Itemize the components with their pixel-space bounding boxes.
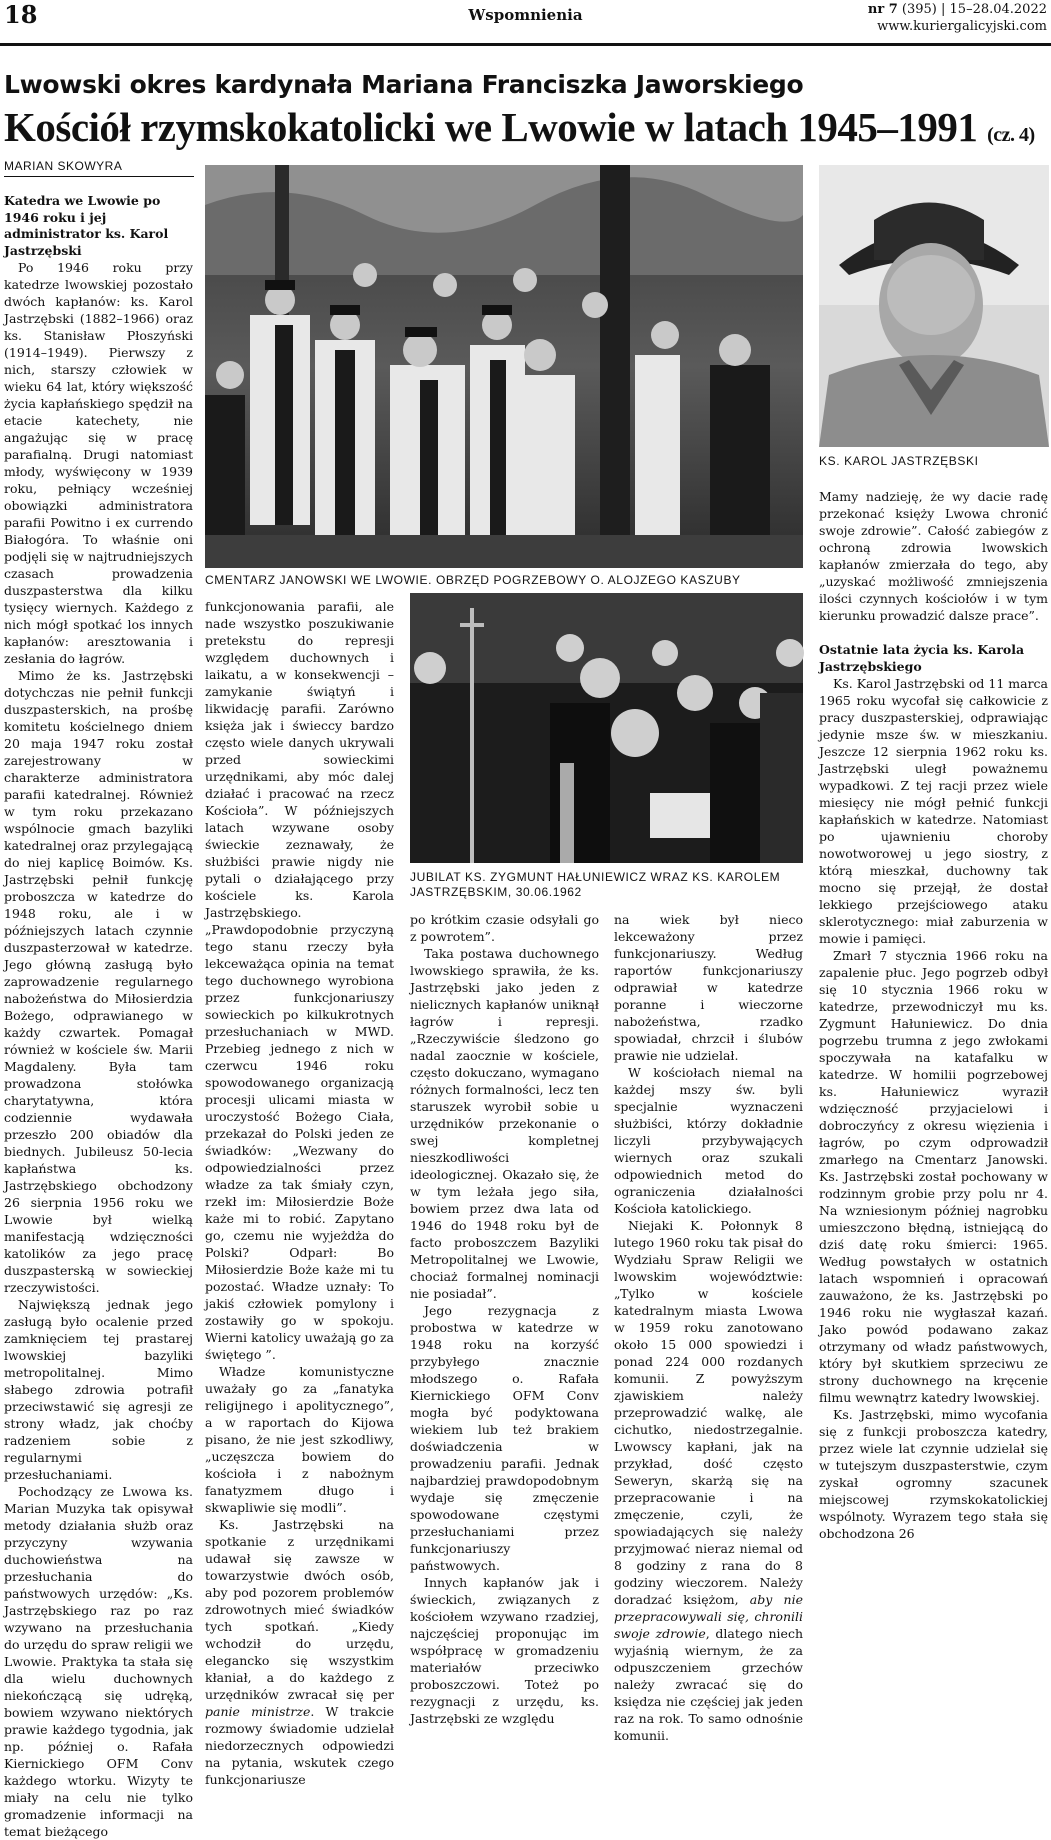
paragraph: Największą jednak jego zasługą było ocalenie przed zamknięciem tej prastarej lwowskiej bazyliki metropolitalnej. Mimo słabego zdrowia potrafił przeciwstawić się agresji ze strony władz, jak choćby radzeniem sobie z regularnymi przesłuchaniami. <box>4 1297 193 1482</box>
paragraph: Jego rezygnacja z probostwa w katedrze w 1948 roku na korzyść przybyłego znacznie młodszego o. Rafała Kiernickiego OFM Conv mogła być podyktowana wiekiem lub też brakiem doświadczenia w prowadzeniu parafii. Jednak najbardziej prawdopodobnym wydaje się zmęczenie spowodowane częstymi przesłuchaniami przez funkcjonariuszy państwowych. <box>410 1303 599 1573</box>
paragraph: W kościołach niemal na każdej mszy św. byli specjalnie wyznaczeni służbiści, którzy dokładnie liczyli przybywających wiernych oraz szukali odpowiednich metod do ograniczenia działalności Kościoła katolickiego. <box>614 1065 803 1216</box>
text-column-4 <box>614 911 803 1743</box>
website-link[interactable]: www.kuriergalicyjski.com <box>877 19 1047 34</box>
author-rule <box>4 176 194 177</box>
paragraph: Mamy nadzieję, że wy dacie radę przekonać księży Lwowa chronić swoje zdrowie”. Całość zabiegów z ochroną zdrowia lwowskich kapłanów zmierzała do tego, aby „uzyskać możliwość zmniejszenia ilości czynnych kościołów i w tym kierunku prowadzić dalsze prace”. <box>819 489 1048 623</box>
text-column-3 <box>410 911 599 1726</box>
portrait-photo <box>819 165 1049 447</box>
paragraph: Ks. Jastrzębski, mimo wycofania się z funkcji proboszcza katedry, przez wiele lat czynnie udzielał się w tutejszym duszpasterstwie, czym zyskał ogromny szacunek miejscowej rzymskokatolickiej wspólnoty. Wyrazem tego stała się obchodzona 26 <box>819 1407 1048 1541</box>
paragraph: Pochodzący ze Lwowa ks. Marian Muzyka tak opisywał metody działania służb oraz przyczyny wzywania duchowieństwa na przesłuchania do państwowych urzędów: „Ks. Jastrzębskiego raz po raz wzywano na przesłuchania do urzędu do spraw religii we Lwowie. Praktyka ta stała się dla wielu duchownych niekończącą się udręką, bowiem wzywano niektórych prawie każdego tygodnia, jak np. później o. Rafała Kiernickiego OFM Conv każdego wtorku. Wizyty te miały na celu nie tylko gromadzenie informacji na temat bieżącego <box>4 1484 193 1839</box>
issue-info <box>868 1 1047 35</box>
article-part: (cz. 4) <box>987 124 1035 146</box>
paragraph: Taka postawa duchownego lwowskiego sprawiła, że ks. Jastrzębski jako jeden z nielicznych kapłanów uniknął łagrów i represji. „Rzeczywiście śledzono go nadal zaocznie w kościele, często dokuczano, wymagano różnych formalności, lecz ten staruszek wyrobił sobie u urzędników przekonanie o swej kompletnej nieszkodliwości ideologicznej. Okazało się, że w tym leżała jego siła, bowiem przez dwa lata od 1946 do 1948 roku był de facto proboszczem Bazyliki Metropolitalnej we Lwowie, chociaż formalnej nominacji nie posiadał”. <box>410 946 599 1301</box>
header-rule <box>0 43 1051 46</box>
jubilee-photo-caption: JUBILAT KS. ZYGMUNT HAŁUNIEWICZ WRAZ KS. KAROLEM JASTRZĘBSKIM, 30.06.1962 <box>410 870 781 899</box>
jubilee-photo <box>410 593 803 863</box>
issue-number: nr 7 <box>867 2 898 17</box>
cemetery-photo <box>205 165 803 568</box>
section-heading-cathedral: Katedra we Lwowie po 1946 roku i jej administrator ks. Karol Jastrzębski <box>4 193 169 258</box>
paragraph: na wiek był nieco lekceważony przez funkcjonariuszy. Według raportów funkcjonariuszy odprawiał w katedrze poranne i wieczorne nabożeństwa, rzadko spowiadał, chrzcił i ślubów prawie nie udzielał. <box>614 912 803 1063</box>
paragraph: Ks. Karol Jastrzębski od 11 marca 1965 roku wycofał się całkowicie z pracy duszpasterskiej, odprawiając jedynie msze św. w mieszkaniu. Jeszcze 12 sierpnia 1962 roku ks. Jastrzębski uległ poważnemu wypadkowi. Z tej racji przez wiele miesięcy nie mógł pełnić funkcji kapłańskich w katedrze. Natomiast po ujawnieniu choroby nowotworowej u jego siostry, z którą mieszkał, duchowny tak mocno się przejął, że dostał lekkiego przejściowego ataku sklerotycznego: miał zaburzenia w mowie i pamięci. <box>819 676 1048 946</box>
text-span: Ks. Jastrzębski na spotkanie z urzędnikami udawał się zawsze w towarzystwie dwóch osób, aby pod pozorem problemów zdrowotnych mieć świadków tych spotkań. „Kiedy wchodził do urzędu, elegancko się wszystkim kłaniał, a do każdego z urzędników zwracał się per <box>205 1517 394 1702</box>
cemetery-photo-caption: CMENTARZ JANOWSKI WE LWOWIE. OBRZĘD POGRZEBOWY O. ALOJZEGO KASZUBY <box>205 573 741 587</box>
page-number: 18 <box>4 0 38 29</box>
text-column-1 <box>4 193 193 1839</box>
emphasis: aby nie przepracowywali się, chronili swoje zdrowie <box>614 1592 803 1641</box>
paragraph: po krótkim czasie odsyłali go z powrotem”. <box>410 912 599 944</box>
emphasis: panie ministrze <box>205 1704 311 1719</box>
issue-date: (395) | 15–28.04.2022 <box>901 2 1047 17</box>
paragraph <box>205 1516 394 1788</box>
text-span: , dlatego niech wyjaśnią wiernym, że za odpuszczeniem grzechów należy zwracać się do księdza nie częściej jak jeden raz na rok. To samo odnośnie komunii. <box>614 1626 803 1743</box>
paragraph: Innych kapłanów jak i świeckich, związanych z kościołem wzywano rzadziej, najczęściej proponując im współpracę w gromadzeniu materiałów przeciwko proboszczowi. Toteż po rezygnacji z urzędu, ks. Jastrzębski ze względu <box>410 1575 599 1726</box>
article-title-text: Kościół rzymskokatolicki we Lwowie w latach 1945–1991 <box>4 104 978 150</box>
section-heading-last-years: Ostatnie lata życia ks. Karola Jastrzębskiego <box>819 642 1025 674</box>
text-span: Niejaki K. Połonnyk 8 lutego 1960 roku tak pisał do Wydziału Spraw Religii we lwowskim województwie: „Tylko w kościele katedralnym miasta Lwowa w 1959 roku zanotowano około 15 000 spowiedzi i ponad 224 000 rozdanych komunii. Z powyższym zjawiskiem należy przeprowadzić walkę, ale cichutko, niedostrzegalnie. Lwowscy kapłani, jak na przykład, dość często Seweryn, skarżą się na przepracowanie i na zmęczenie, czyli, że spowiadających się należy przyjmować nieraz niemal od 8 godziny z rana do 8 godziny wieczorem. Należy doradzać księżom, <box>614 1218 803 1607</box>
paragraph: Władze komunistyczne uważały go za „fanatyka religijnego i apolitycznego”, a w raportach do Kijowa pisano, że nie jest szkodliwy, „uczęszcza bowiem do kościoła i z nabożnym fanatyzmem długo i skwapliwie się modli”. <box>205 1364 394 1515</box>
text-span: . W trakcie rozmowy świadomie udzielał niedorzecznych odpowiedzi na pytania, wskutek czego funkcjonariusze <box>205 1704 394 1787</box>
article-title <box>4 103 1035 151</box>
paragraph: Po 1946 roku przy katedrze lwowskiej pozostało dwóch kapłanów: ks. Karol Jastrzębski (1882–1966) oraz ks. Stanisław Płoszyński (1914–1949). Pierwszy z nich, starszy człowiek w wieku 64 lat, który większość życia kapłańskiego spędził na etacie katechety, nie angażując się w pracę parafialną. Drugi natomiast młody, wyświęcony w 1939 roku, pełniący wcześniej obowiązki administratora parafii Powitno i ex currendo Białogóra. To właśnie oni podjęli się w najtrudniejszych czasach prowadzenia duszpasterstwa dla kilku tysięcy wiernych. Każdego z nich mógł spotkać los innych kapłanów: aresztowania i zesłania do łagrów. <box>4 260 193 666</box>
paragraph: funkcjonowania parafii, ale nade wszystko poszukiwanie pretekstu do represji względem duchownych i laikatu, a w konsekwencji – zamykanie świątyń i likwidację parafii. Zarówno księża jak i świeccy bardzo często wiele danych ukrywali przed sowieckimi urzędnikami, aby móc dalej działać i pracować na rzecz Kościoła”. W późniejszych latach wzywane osoby świeckie zeznawały, że służbiści prawie nigdy nie pytali o działającego przy kościele ks. Karola Jastrzębskiego. „Prawdopodobnie przyczyną tego stanu rzeczy była lekceważąca opinia na temat tego duchownego wyrobiona przez funkcjonariuszy sowieckich po kilkukrotnych przesłuchaniach w MWD. Przebieg jednego z nich w czerwcu 1946 roku spowodowanego organizacją procesji ulicami miasta w uroczystość Bożego Ciała, przekazał do Polski jeden ze świadków: „Wezwany do odpowiedzialności przez władze za tak śmiały czyn, rzekł im: Miłosierdzie Boże każe mi to robić. Zapytano go, czemu nie wyjeżdża do Polski? Odparł: Bo Miłosierdzie Boże każe mi tu pozostać. Władze uznały: To jakiś człowiek pomylony i zostawiły go w spokoju. Wierni katolicy uważają go za świętego ”. <box>205 599 394 1362</box>
section-title: Wspomnienia <box>468 6 583 24</box>
paragraph: Zmarł 7 stycznia 1966 roku na zapalenie płuc. Jego pogrzeb odbył się 10 stycznia 1966 roku w katedrze, przewodniczył mu ks. Zygmunt Hałuniewicz. Do dnia pogrzebu trumna z jego zwłokami spoczywała na katafalku w katedrze. W homilii pogrzebowej ks. Hałuniewicz wyraził wdzięczność przyjacielowi i dobroczyńcy z okresu więzienia i łagrów, po czym odprowadził zmarłego na Cmentarz Janowski. Ks. Jastrzębski został pochowany w rodzinnym grobie przy polu nr 4. Na wzniesionym później nagrobku umieszczono błędną, istniejącą do dziś datę roku śmierci: 1965. Według powstałych w ostatnich latach wspomnień i opracowań zauważono, że ks. Jastrzębski po 1946 roku nie wygłaszał kazań. Jako powód podawano zakaz otrzymany od władz państwowych, który był skutkiem sprzeciwu ze strony duchownego na kręcenie filmu wewnątrz katedry lwowskiej. <box>819 948 1048 1405</box>
text-column-5 <box>819 488 1048 1637</box>
paragraph <box>614 1217 803 1744</box>
text-column-2 <box>205 598 394 1787</box>
article-supertitle: Lwowski okres kardynała Mariana Franciszka Jaworskiego <box>4 70 804 99</box>
article-author: MARIAN SKOWYRA <box>4 159 123 173</box>
paragraph: Mimo że ks. Jastrzębski dotychczas nie pełnił funkcji duszpasterskich, na prośbę komitetu kościelnego dniem 20 maja 1947 roku został zarejestrowany w charakterze administratora parafii katedralnej. Również w tym roku przekazano wspólnocie gmach bazyliki katedralnej oraz przylegającą do niej kaplicę Boimów. Ks. Jastrzębski pełnił funkcję proboszcza w katedrze do 1948 roku, ale i w późniejszych latach czynnie duszpasterzował w katedrze. Jego główną zasługą było zaprowadzenie regularnego nabożeństwa do Miłosierdzia Bożego, odprawianego w każdy czwartek. Pomagał również w kościele św. Marii Magdaleny. Była tam prowadzona stołówka charytatywna, która codziennie wydawała przeszło 200 obiadów dla biednych. Jubileusz 50-lecia kapłaństwa ks. Jastrzębskiego obchodzony 26 sierpnia 1956 roku we Lwowie był wielką manifestacją wdzięczności katolików za jego pracę duszpasterską w sowieckiej rzeczywistości. <box>4 668 193 1295</box>
portrait-photo-caption: KS. KAROL JASTRZĘBSKI <box>819 454 979 468</box>
